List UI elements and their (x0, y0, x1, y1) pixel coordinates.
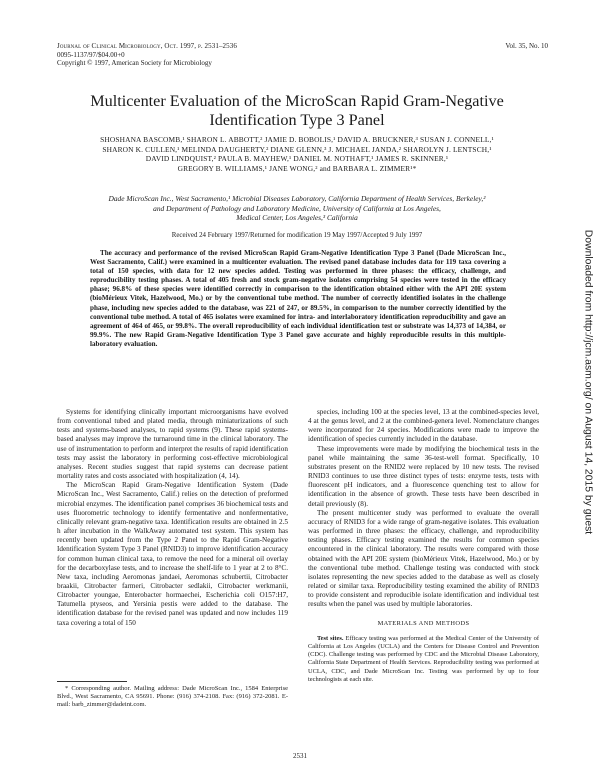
title-line-1: Multicenter Evaluation of the MicroScan Rapid Gram-Negative (90, 92, 504, 110)
journal-citation: Journal of Clinical Microbiology, Oct. 1997, p. 2531–2536 (57, 42, 237, 50)
author-line: DAVID LINDQUIST,² PAULA B. MAYHEW,¹ DANIEL M. NOTHAFT,¹ JAMES R. SKINNER,¹ (145, 154, 449, 164)
page-number: 2531 (293, 752, 307, 760)
author-line: SHARON K. CULLEN,¹ MELINDA DAUGHERTY,² DIANE GLENN,³ J. MICHAEL JANDA,² SHAROLYN J. LENTSCH,¹ (102, 144, 492, 154)
body-paragraph: The present multicenter study was performed to evaluate the overall accuracy of RNID3 for a wide range of gram-negative isolates. This evaluation was performed in three phases: the efficacy, challenge, and reproducibility testing phases. Efficacy testing examined the results for common species encountered in the clinical laboratory. The results were compared with those obtained with the API 20E system (bioMérieux Vitek, Hazelwood, Mo.) or by the conventional tube method. Challenge testing was conducted with stock isolates representing the new species added to the database as well as closely related or similar taxa. Reproducibility testing examined the ability of RNID3 to provide consistent and reproducible isolate identification and individual test results when the panel was used by multiple laboratories. (308, 508, 539, 609)
abstract: The accuracy and performance of the revised MicroScan Rapid Gram-Negative Identification Type 3 Panel (Dade MicroScan Inc., West Sacramento, Calif.) were examined in a multicenter evaluation. The revised panel database includes data for 119 taxa covering a total of 150 species, with data for 12 new species added. Testing was performed in three phases: the efficacy, challenge, and reproducibility testing phases. A total of 405 fresh and stock gram-negative isolates comprising 54 species were tested in the efficacy phase; 96.8% of these species were identified correctly in comparison to the identification obtained either with the API 20E system (bioMérieux Vitek, Hazelwood, Mo.) or by the conventional tube method. The number of correctly identified isolates in the challenge phase, including new species added to the database, was 221 of 247, or 89.5%, in comparison to the number correctly identified by the conventional tube method. A total of 465 isolates were examined for intra- and interlaboratory identification reproducibility and gave an agreement of 464 of 465, or 99.8%. The overall reproducibility of each individual identification test or substrate was 14,373 of 14,384, or 99.9%. The new Rapid Gram-Negative Identification Type 3 Panel gave accurate and highly reproducible results in this multiple-laboratory evaluation. (90, 249, 506, 348)
body-paragraph: These improvements were made by modifying the biochemical tests in the panel while maintaining the same 36-test-well format. Specifically, 10 substrates present on the RNID2 were replaced by 10 new tests. The revised RNID3 continues to use three distinct types of tests: enzyme tests, tests with fluorescent pH indicators, and a fluorescence quenching test to allow for identification in the absence of growth. These tests have been described in detail previously (8). (308, 444, 539, 508)
author-line: GREGORY B. WILLIAMS,¹ JANE WONG,² and BARBARA L. ZIMMER¹* (177, 163, 417, 173)
body-paragraph: The MicroScan Rapid Gram-Negative Identification System (Dade MicroScan Inc., West Sacramento, Calif.) relies on the detection of preformed microbial enzymes. The identification panel comprises 36 biochemical tests and uses fluorometric technology to identify fermentative and nonfermentative, clinically relevant gram-negative taxa. Identification results are obtained in 2.5 h after incubation in the WalkAway automated test system. This system has recently been updated from the Type 2 Panel to the Rapid Gram-Negative Identification System Type 3 Panel (RNID3) to improve identification accuracy for common human clinical taxa, to remove the need for a mineral oil overlay for the decarboxylase tests, and to increase the shelf-life to 1 year at 2 to 8°C. New taxa, including Aeromonas jandaei, Aeromonas schubertii, Citrobacter braakii, Citrobacter farmeri, Citrobacter sedlakii, Citrobacter werkmanii, Citrobacter youngae, Enterobacter hormaechei, Escherichia coli O157:H7, Tatumella ptyseos, and Yersinia pestis were added to the database. The identification database for the revised panel was updated and now includes 119 taxa covering a total of 150 (57, 481, 288, 627)
test-sites-label: Test sites. (317, 634, 344, 642)
copyright: Copyright © 1997, American Society for Microbiology (57, 59, 212, 68)
article-title (57, 92, 537, 130)
title-line-2: Identification Type 3 Panel (209, 111, 385, 129)
body-paragraph: species, including 100 at the species level, 13 at the combined-species level, 4 at the genus level, and 2 at the combined-genera level. Nomenclature changes were incorporated for 24 species. Modifications were made to improve the identification of species currently included in the database. (308, 408, 539, 444)
author-line: SHOSHANA BASCOMB,¹ SHARON L. ABBOTT,² JAMIE D. BOBOLIS,¹ DAVID A. BRUCKNER,³ SUSAN J. CONNELL,¹ (100, 135, 494, 144)
affiliations (57, 194, 537, 223)
section-heading: MATERIALS AND METHODS (377, 620, 470, 628)
affiliation-line: and Department of Pathology and Laboratory Medicine, University of California at Los Angeles, (153, 203, 441, 213)
body-paragraph: Systems for identifying clinically important microorganisms have evolved from conventional tubed and plated media, through miniaturizations of such tests and systems-based analyses, to rapid systems (9). These rapid systems-based analyses may improve the turnaround time in the clinical laboratory. The use of instrumentation to perform and interpret the results of rapid identification tests may assist the laboratory in performing cost-effective microbiological analyses. Recent studies suggest that rapid systems can decrease patient mortality rates and costs associated with hospitalization (4, 14). (57, 408, 288, 481)
author-list (57, 135, 537, 173)
affiliation-line: Dade MicroScan Inc., West Sacramento,¹ Microbial Diseases Laboratory, California Department of Health Services, Berkeley,² (108, 194, 486, 203)
left-column (57, 408, 288, 628)
issn: 0095-1137/97/$04.00+0 (57, 50, 125, 59)
right-column (308, 408, 539, 684)
affiliation-line: Medical Center, Los Angeles,³ California (236, 213, 358, 223)
corresponding-author-footnote: * Corresponding author. Mailing address: Dade MicroScan Inc., 1584 Enterprise Blvd., West Sacramento, CA 95691. Phone: (916) 374-2108. Fax: (916) 372-2081. E-mail: barb_zimmer@dadeint.com. (57, 685, 288, 708)
received-dates: Received 24 February 1997/Returned for modification 19 May 1997/Accepted 9 July 1997 (171, 232, 423, 239)
test-sites-paragraph (308, 635, 539, 685)
running-header (57, 42, 237, 68)
test-sites-text: Efficacy testing was performed at the Medical Center of the University of California at Los Angeles (UCLA) and the Centers for Disease Control and Prevention (CDC). Challenge testing was performed by CDC and the Microbial Disease Laboratory, California State Department of Health Services. Reproducibility testing was performed at UCLA, CDC, and Dade MicroScan Inc. Testing was performed by up to four technologists at each site. (308, 634, 539, 684)
footnote-rule (57, 681, 127, 682)
download-watermark-text: Downloaded from http://jcm.asm.org/ on August 14, 2015 by guest (582, 229, 594, 535)
volume-number: Vol. 35, No. 10 (505, 42, 548, 50)
